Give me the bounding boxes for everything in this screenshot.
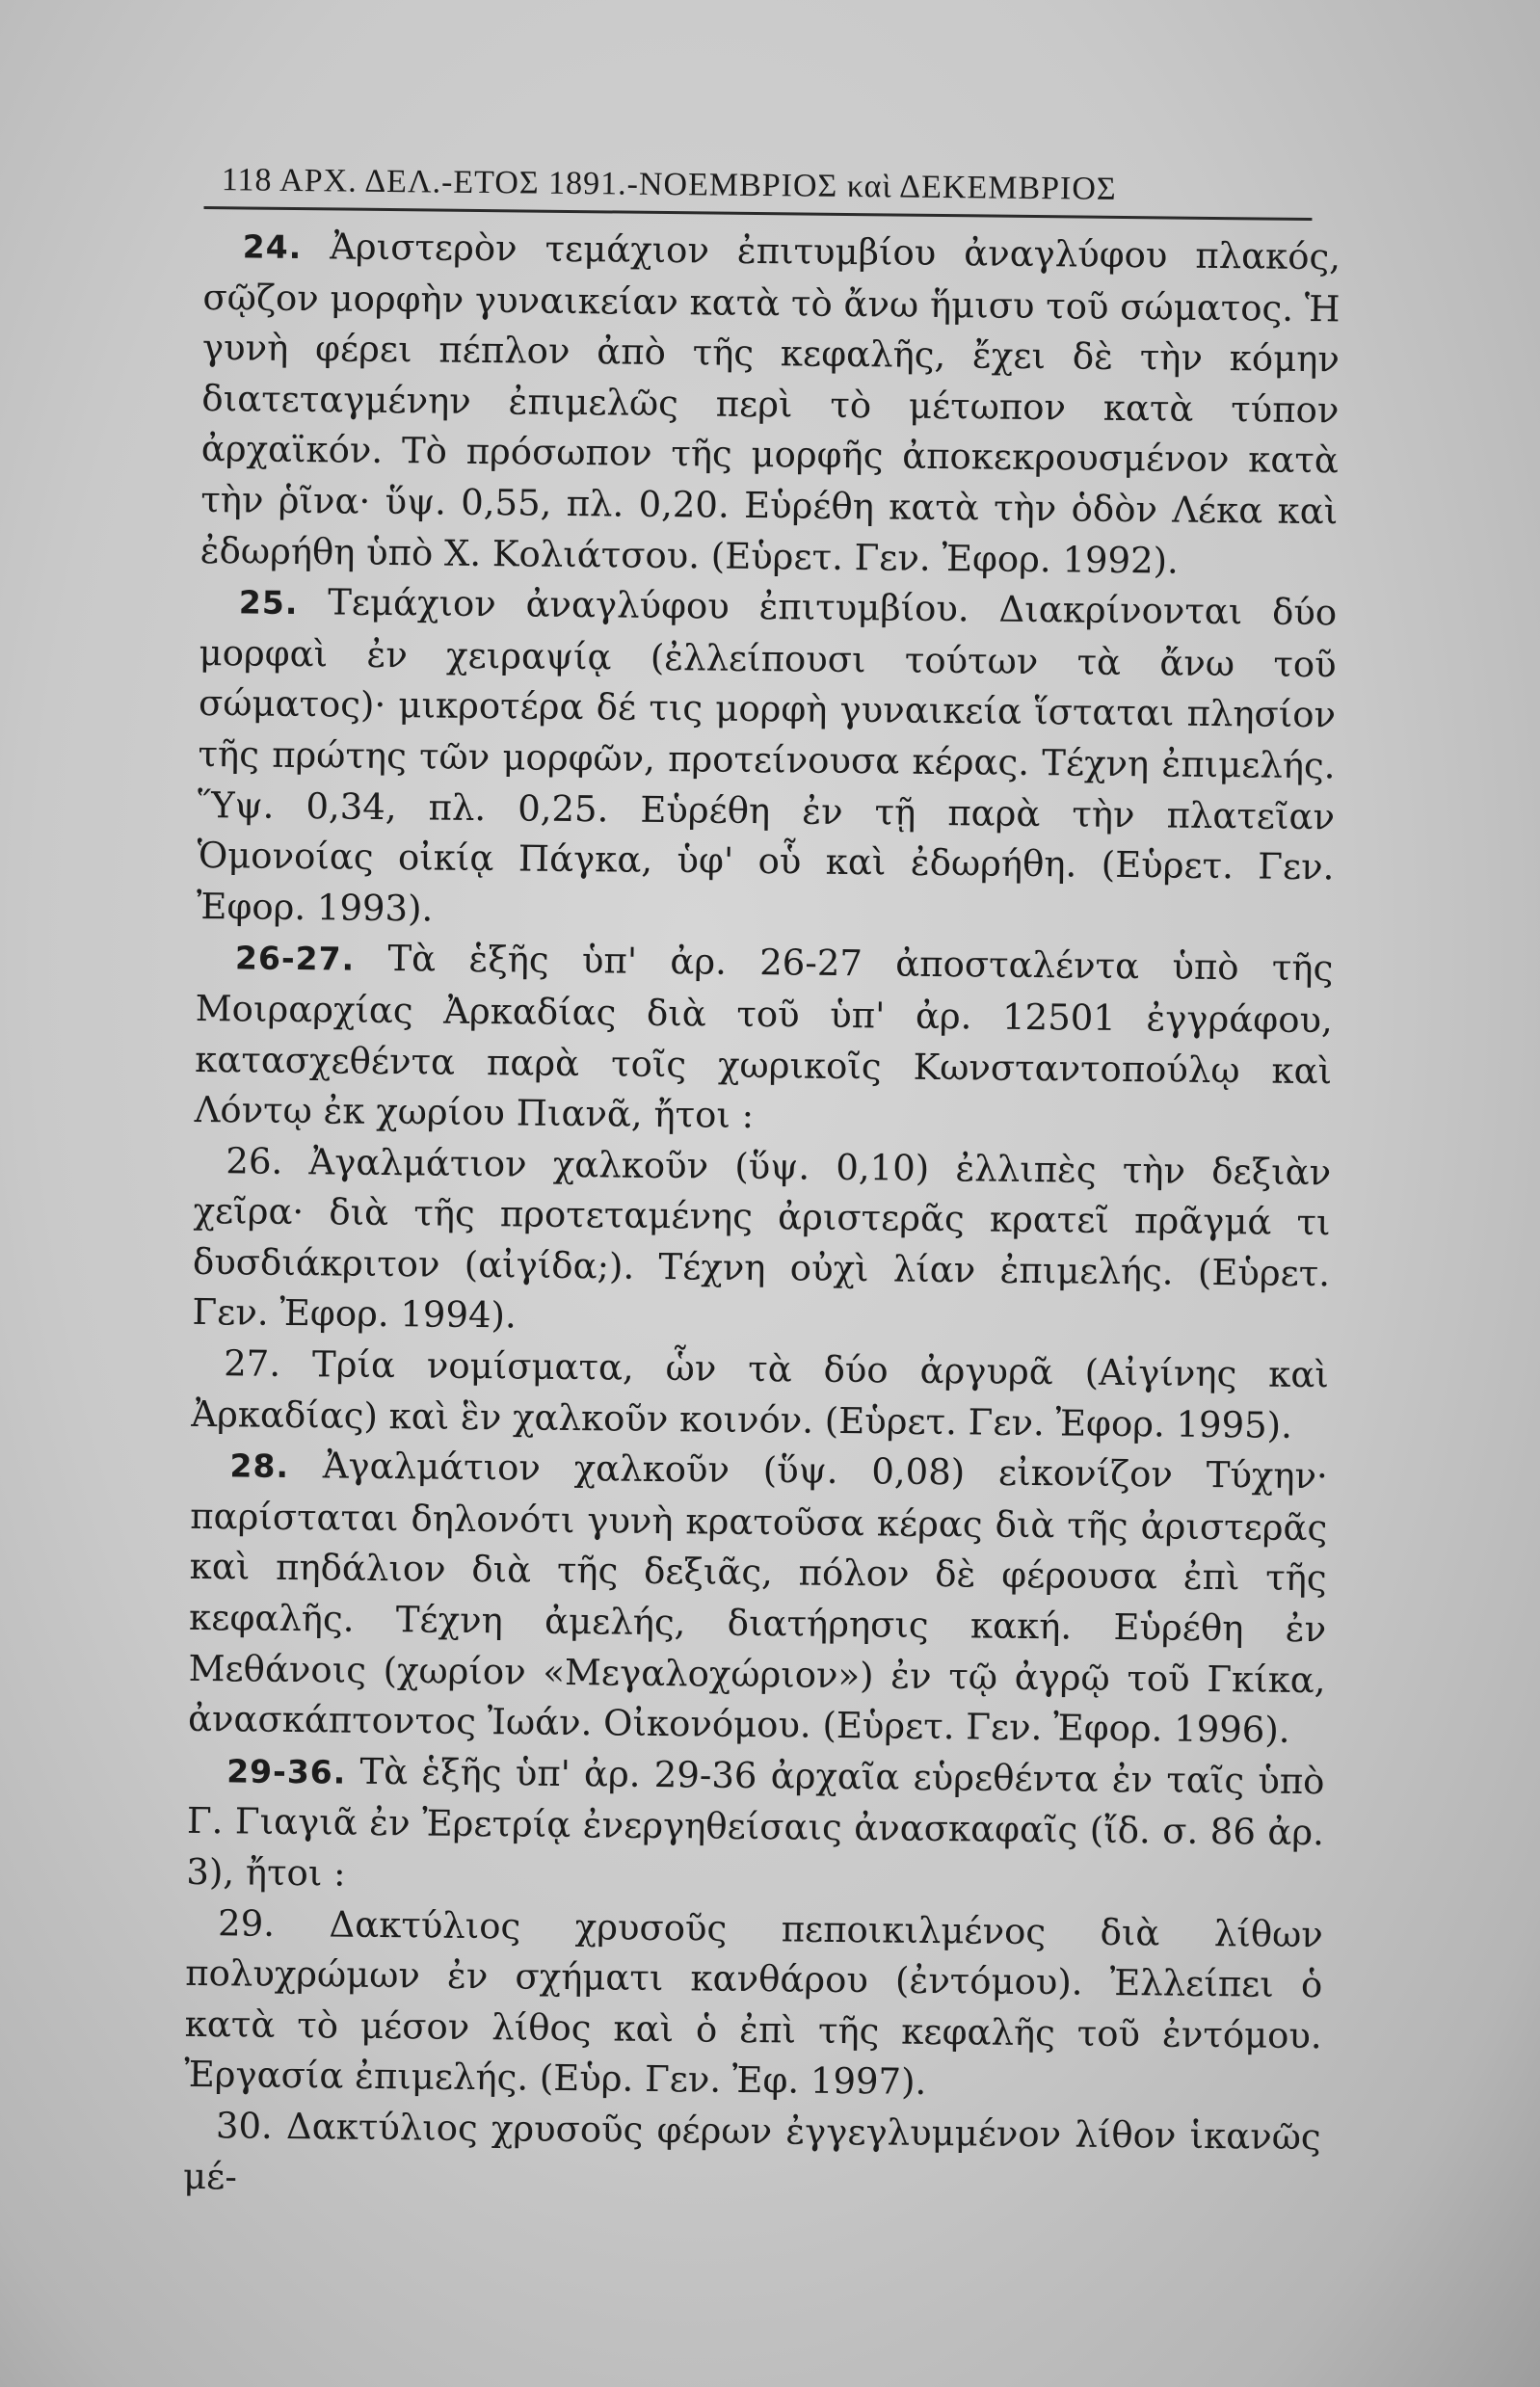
entry-25 (197, 576, 1338, 943)
item-text: 30. Δακτύλιος χρυσοῦς φέρων ἐγγεγλυμμένον λίθον ἱκανῶς μέ- (182, 2105, 1321, 2198)
running-head: 118 ΑΡΧ. ΔΕΛ.-ΕΤΟΣ 1891.-ΝΟΕΜΒΡΙΟΣ καὶ ΔΕΚΕΜΒΡΙΟΣ (221, 162, 1117, 207)
entry-26-27 (194, 932, 1333, 1148)
entry-28 (188, 1440, 1328, 1757)
entry-29-36 (186, 1745, 1325, 1910)
page-text-block (183, 162, 1341, 2214)
entry-number: 25. (238, 583, 299, 623)
entry-number: 26-27. (234, 939, 356, 978)
entry-text: Ἀγαλμάτιον χαλκοῦν (ὕψ. 0,08) εἰκονίζον Τύχην· παρίσταται δηλονότι γυνὴ κρατοῦσα κέρας διὰ τῆς ἀριστερᾶς καὶ πηδάλιον διὰ τῆς δεξιᾶς, πόλον δὲ φέρουσα ἐπὶ τῆς κεφαλῆς. Τέχνη ἀμελής, διατήρησις κακή. Εὑρέθη ἐν Μεθάνοις (χωρίον «Μεγαλοχώριον») ἐν τῷ ἀγρῷ τοῦ Γκίκα, ἀνασκάπτοντος Ἰωάν. Οἰκονόμου. (Εὑρετ. Γεν. Ἐφορ. 1996). (187, 1445, 1329, 1752)
item-27 (191, 1339, 1329, 1452)
entry-number: 29-36. (226, 1752, 347, 1791)
entry-text: Τὰ ἑξῆς ὑπ' ἀρ. 26-27 ἀποσταλέντα ὑπὸ τῆς Μοιραρχίας Ἀρκαδίας διὰ τοῦ ὑπ' ἀρ. 12501 ἐγγράφου, κατασχεθέντα παρὰ τοῖς χωρικοῖς Κωνσταντοπούλῳ καὶ Λόντῳ ἐκ χωρίου Πιανᾶ, ἤτοι : (194, 937, 1334, 1137)
entry-number: 28. (229, 1446, 290, 1486)
item-30 (183, 2101, 1321, 2215)
item-26 (192, 1136, 1331, 1351)
item-text: 26. Ἀγαλμάτιον χαλκοῦν (ὕψ. 0,10) ἐλλιπὲς τὴν δεξιὰν χεῖρα· διὰ τῆς προτεταμένης ἀριστερᾶς κρατεῖ πρᾶγμά τι δυσδιάκριτον (αἰγίδα;). Τέχνη οὐχὶ λίαν ἐπιμελής. (Εὑρετ. Γεν. Ἐφορ. 1994). (192, 1139, 1332, 1337)
entry-24 (199, 221, 1341, 588)
entry-number: 24. (242, 227, 303, 267)
entry-text: Ἀριστερὸν τεμάχιον ἐπιτυμβίου ἀναγλύφου πλακός, σῷζον μορφὴν γυναικείαν κατὰ τὸ ἄνω ἥμισυ τοῦ σώματος. Ἡ γυνὴ φέρει πέπλον ἀπὸ τῆς κεφαλῆς, ἔχει δὲ τὴν κόμην διατεταγμένην ἐπιμελῶς περὶ τὸ μέτωπον κατὰ τύπον ἀρχαϊκόν. Τὸ πρόσωπον τῆς μορφῆς ἀποκεκρουσμένον κατὰ τὴν ῥῖνα· ὕψ. 0,55, πλ. 0,20. Εὑρέθη κατὰ τὴν ὁδὸν Λέκα καὶ ἐδωρήθη ὑπὸ Χ. Κολιάτσου. (Εὑρετ. Γεν. Ἐφορ. 1992). (199, 225, 1341, 582)
entry-text: Τὰ ἑξῆς ὑπ' ἀρ. 29-36 ἀρχαῖα εὑρεθέντα ἐν ταῖς ὑπὸ Γ. Γιαγιᾶ ἐν Ἐρετρίᾳ ἐνεργηθείσαις ἀνασκαφαῖς (ἴδ. σ. 86 ἀρ. 3), ἤτοι : (186, 1750, 1325, 1895)
item-text: 27. Τρία νομίσματα, ὧν τὰ δύο ἀργυρᾶ (Αἰγίνης καὶ Ἀρκαδίας) καὶ ἓν χαλκοῦν κοινόν. (Εὑρετ. Γεν. Ἐφορ. 1995). (191, 1342, 1330, 1446)
item-29 (184, 1897, 1323, 2112)
header-rule (203, 206, 1312, 221)
item-text: 29. Δακτύλιος χρυσοῦς πεποικιλμένος διὰ λίθων πολυχρώμων ἐν σχήματι κανθάρου (ἐντόμου). Ἐλλείπει ὁ κατὰ τὸ μέσον λίθος καὶ ὁ ἐπὶ τῆς κεφαλῆς τοῦ ἐντόμου. Ἐργασία ἐπιμελής. (Εὑρ. Γεν. Ἐφ. 1997). (183, 1901, 1324, 2104)
entry-text: Τεμάχιον ἀναγλύφου ἐπιτυμβίου. Διακρίνονται δύο μορφαὶ ἐν χειραψίᾳ (ἐλλείπουσι τούτων τὰ ἄνω τοῦ σώματος)· μικροτέρα δέ τις μορφὴ γυναικεία ἵσταται πλησίον τῆς πρώτης τῶν μορφῶν, προτείνουσα κέρας. Τέχνη ἐπιμελής. Ὕψ. 0,34, πλ. 0,25. Εὑρέθη ἐν τῇ παρὰ τὴν πλατεῖαν Ὁμονοίας οἰκίᾳ Πάγκα, ὑφ' οὗ καὶ ἐδωρήθη. (Εὑρετ. Γεν. Ἐφορ. 1993). (196, 581, 1338, 930)
